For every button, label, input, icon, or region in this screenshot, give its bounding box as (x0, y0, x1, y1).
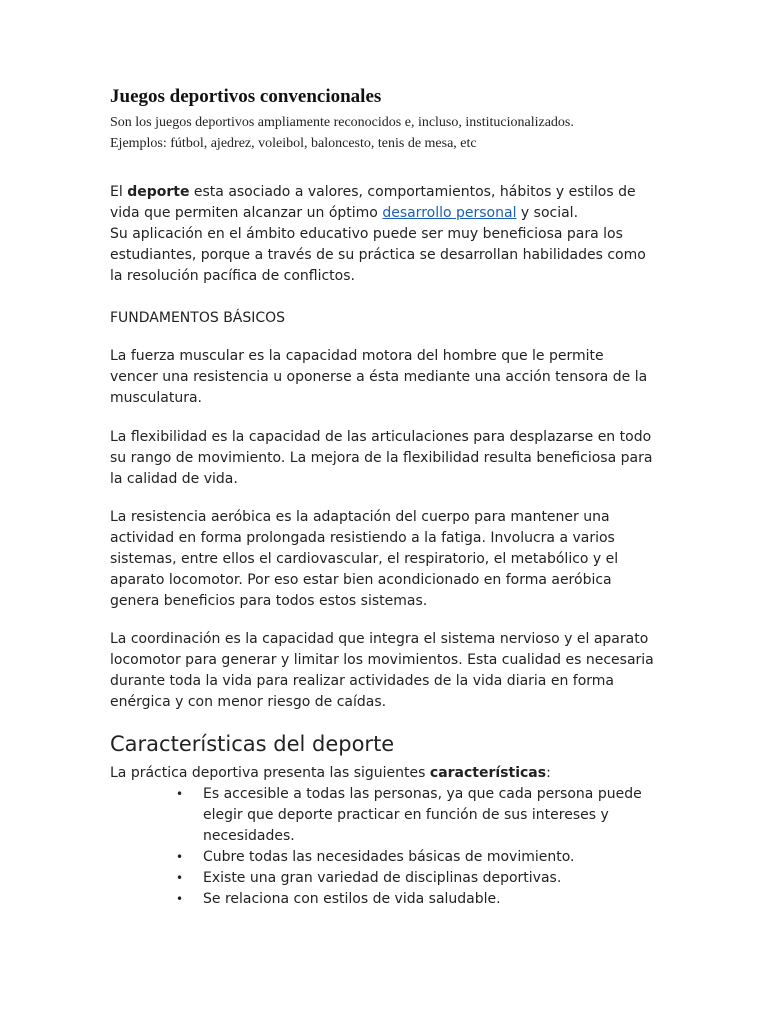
list-item (0, 847, 663, 868)
list-item (0, 868, 663, 889)
list-item-text: Es accesible a todas las personas, ya que cada persona puede elegir que deporte practicar en función de sus intereses y necesidades. (203, 786, 642, 844)
caracteristicas-heading: Características del deporte (110, 732, 395, 756)
deporte-paragraph (110, 182, 655, 287)
document-title: Juegos deportivos convencionales (110, 86, 382, 107)
deporte-line2: Su aplicación en el ámbito educativo puede ser muy beneficiosa para los estudiantes, porque a través de su práctica se desarrollan habilidades como la resolución pacífica de conflictos. (110, 226, 646, 284)
deporte-pre: El (110, 184, 128, 200)
bullet-icon: • (176, 787, 184, 801)
desarrollo-personal-link[interactable]: desarrollo personal (382, 205, 517, 221)
characteristics-list (0, 784, 768, 910)
list-item (0, 889, 663, 910)
list-item-text: Se relaciona con estilos de vida saludable. (203, 891, 501, 907)
list-item-text: Cubre todas las necesidades básicas de movimiento. (203, 849, 575, 865)
fundamentos-heading: FUNDAMENTOS BÁSICOS (110, 310, 286, 326)
list-intro-bold: características (429, 765, 547, 781)
resistencia-paragraph: La resistencia aeróbica es la adaptación del cuerpo para mantener una actividad en forma prolongada resistiendo a la fatiga. Involucra a varios sistemas, entre ellos el cardiovascular, el respiratorio, el metabólico y el aparato locomotor. Por eso estar bien acondicionado en forma aeróbica genera beneficios para todos estos sistemas. (110, 509, 619, 609)
list-item (0, 784, 663, 847)
intro-paragraph: Son los juegos deportivos ampliamente reconocidos e, incluso, institucionalizados. Ejemplos: fútbol, ajedrez, voleibol, baloncesto, tenis de mesa, etc (110, 115, 574, 151)
list-item-text: Existe una gran variedad de disciplinas deportivas. (203, 870, 562, 886)
deporte-mid: esta asociado a valores, comportamientos, hábitos y estilos de vida que permiten alcanzar un óptimo (110, 184, 636, 221)
list-intro-pre: La práctica deportiva presenta las siguientes (110, 765, 430, 781)
bullet-icon: • (176, 871, 184, 885)
fuerza-paragraph: La fuerza muscular es la capacidad motora del hombre que le permite vencer una resistencia u oponerse a ésta mediante una acción tensora de la musculatura. (110, 348, 648, 406)
flexibilidad-paragraph: La flexibilidad es la capacidad de las articulaciones para desplazarse en todo su rango de movimiento. La mejora de la flexibilidad resulta beneficiosa para la calidad de vida. (110, 429, 653, 487)
list-intro-post: : (546, 765, 551, 781)
deporte-bold: deporte (127, 184, 190, 200)
deporte-post: y social. (516, 205, 579, 221)
bullet-icon: • (176, 850, 184, 864)
list-intro (110, 763, 655, 784)
bullet-icon: • (176, 892, 184, 906)
coordinacion-paragraph: La coordinación es la capacidad que integra el sistema nervioso y el aparato locomotor para generar y limitar los movimientos. Esta cualidad es necesaria durante toda la vida para realizar actividades de la vida diaria en forma enérgica y con menor riesgo de caídas. (110, 631, 654, 710)
